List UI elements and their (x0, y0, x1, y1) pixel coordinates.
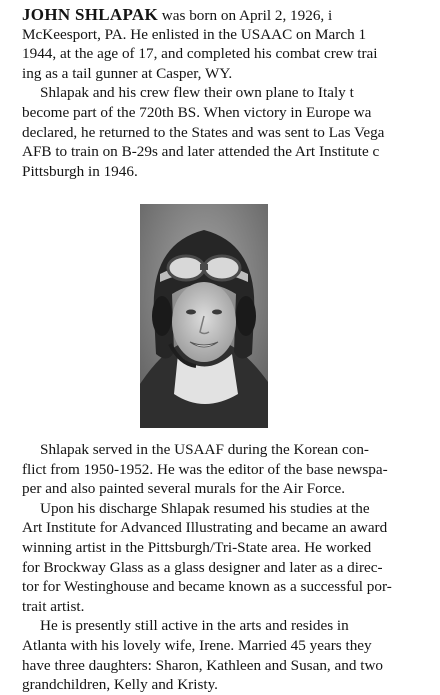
paragraph-4-line-2: Art Institute for Advanced Illustrating and became an award (22, 519, 388, 537)
right-eye (212, 310, 222, 315)
paragraph-2-line-1: Shlapak and his crew flew their own plane to Italy t (40, 84, 354, 102)
right-ear-pad (236, 296, 256, 336)
paragraph-3-line-1: Shlapak served in the USAAF during the Korean con- (40, 441, 369, 458)
portrait-photo (140, 204, 268, 428)
top-text-block (22, 5, 434, 181)
face-shape (172, 282, 236, 362)
goggles-bridge (200, 264, 208, 270)
paragraph-1-line-3: 1944, at the age of 17, and completed his combat crew trai (22, 45, 378, 63)
paragraph-4-line-4: for Brockway Glass as a glass designer and later as a direc- (22, 558, 383, 576)
paragraph-2-line-3: declared, he returned to the States and was sent to Las Vega (22, 123, 385, 141)
left-eye (186, 310, 196, 315)
paragraph-4-line-3: winning artist in the Pittsburgh/Tri-State area. He worked (22, 538, 372, 556)
paragraph-1-line-4: ing as a tail gunner at Casper, WY. (22, 64, 233, 82)
paragraph-5-line-3: have three daughters: Sharon, Kathleen and Susan, and two (22, 656, 384, 674)
left-ear-pad (152, 296, 172, 336)
paragraph-2-line-2: become part of the 720th BS. When victory in Europe wa (22, 103, 372, 121)
paragraph-5-line-2: Atlanta with his lovely wife, Irene. Married 45 years they (22, 636, 372, 654)
paragraph-5-line-1: He is presently still active in the arts and resides in (40, 617, 349, 635)
paragraph-3-line-2: flict from 1950-1952. He was the editor of the base newspa- (22, 460, 388, 478)
name-lead: JOHN SHLAPAK (22, 5, 158, 24)
paragraph-4-line-6: trait artist. (22, 597, 85, 615)
bottom-text-block (22, 440, 434, 695)
paragraph-1-line-1-text: was born on April 2, 1926, i (158, 7, 333, 24)
paragraph-1-line-1 (22, 5, 434, 25)
right-goggle-lens (204, 256, 240, 280)
paragraph-1-line-2: McKeesport, PA. He enlisted in the USAAC on March 1 (22, 25, 367, 43)
paragraph-2-line-4: AFB to train on B-29s and later attended the Art Institute c (22, 143, 380, 161)
paragraph-2-line-5: Pittsburgh in 1946. (22, 162, 138, 180)
paragraph-4-line-1: Upon his discharge Shlapak resumed his studies at the (40, 499, 370, 517)
paragraph-4-line-5: tor for Westinghouse and became known as a successful por- (22, 578, 392, 596)
paragraph-3-line-3: per and also painted several murals for the Air Force. (22, 480, 346, 498)
portrait-illustration (140, 204, 268, 428)
paragraph-5-line-4: grandchildren, Kelly and Kristy. (22, 676, 218, 694)
left-goggle-lens (168, 256, 204, 280)
